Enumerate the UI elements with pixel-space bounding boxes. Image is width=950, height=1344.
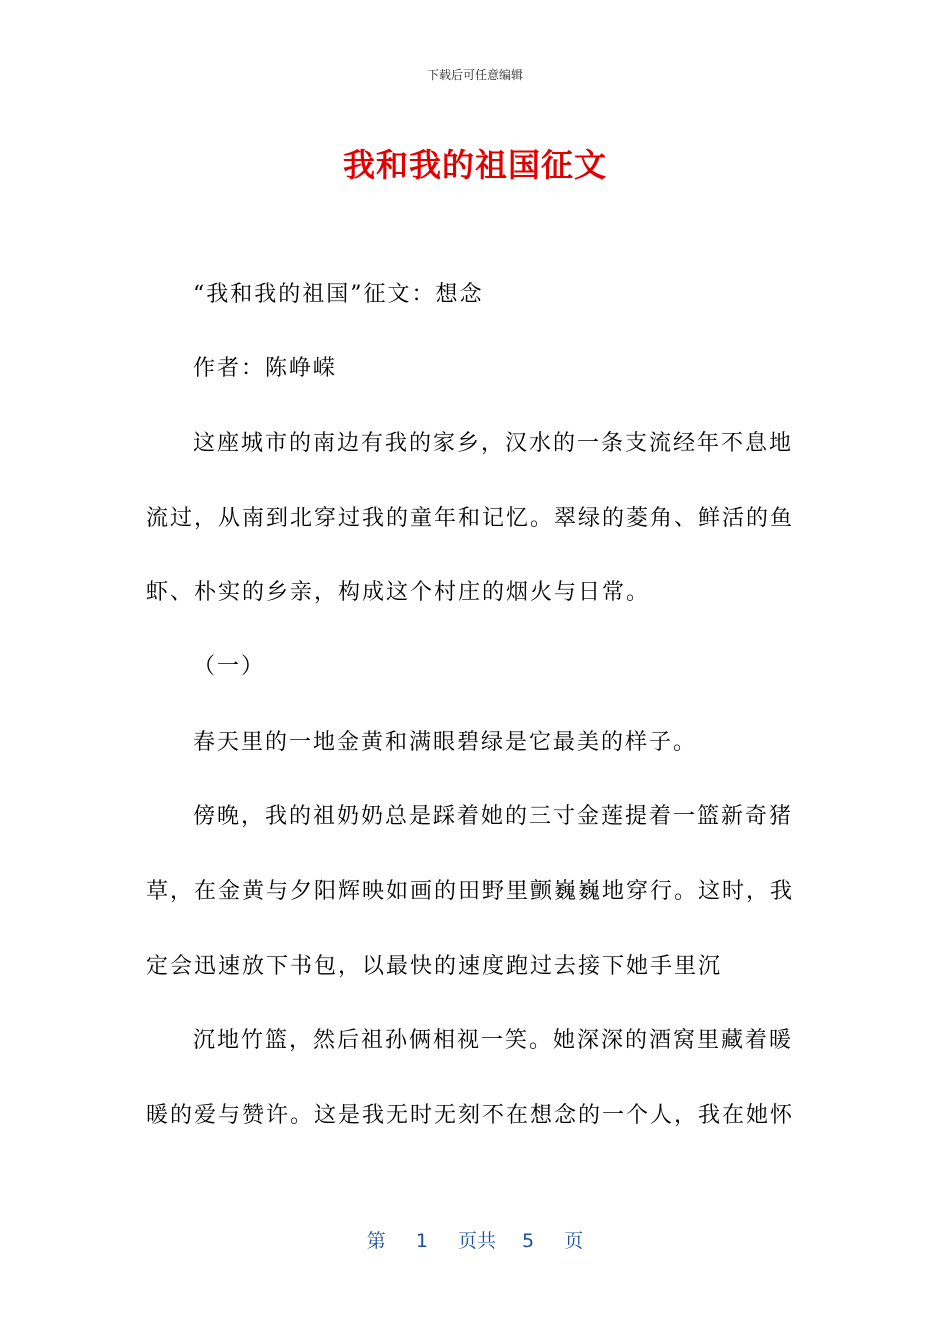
author-line: 作者：陈峥嵘 <box>193 356 338 381</box>
paragraph-line: 定会迅速放下书包，以最快的速度跑过去接下她手里沉 <box>146 954 723 979</box>
paragraph-line: 暖的爱与赞许。这是我无时无刻不在想念的一个人，我在她怀 <box>146 1103 795 1128</box>
total-page-count: 5 <box>522 1230 535 1252</box>
paragraph-line: 虾、朴实的乡亲，构成这个村庄的烟火与日常。 <box>146 580 651 605</box>
paragraph-line: 草，在金黄与夕阳辉映如画的田野里颤巍巍地穿行。这时，我 <box>146 879 795 904</box>
page-footer <box>0 1226 950 1253</box>
document-title: 我和我的祖国征文 <box>342 146 607 184</box>
paragraph-line: 傍晚，我的祖奶奶总是踩着她的三寸金莲提着一篮新奇猪 <box>193 804 794 829</box>
footer-middle: 页共 <box>457 1230 496 1252</box>
header-note: 下载后可任意编辑 <box>426 68 523 82</box>
section-heading: （一） <box>193 654 266 679</box>
paragraph-line: 这座城市的南边有我的家乡，汉水的一条支流经年不息地 <box>193 431 794 456</box>
paragraph-line: 流过，从南到北穿过我的童年和记忆。翠绿的菱角、鲜活的鱼 <box>146 506 795 531</box>
paragraph-line: 春天里的一地金黄和满眼碧绿是它最美的样子。 <box>193 730 698 755</box>
current-page-number: 1 <box>415 1230 428 1252</box>
footer-prefix: 第 <box>366 1230 386 1252</box>
article-subtitle: “我和我的祖国”征文：想念 <box>193 282 484 307</box>
footer-suffix: 页 <box>564 1230 584 1252</box>
paragraph-line: 沉地竹篮，然后祖孙俩相视一笑。她深深的酒窝里藏着暖 <box>193 1028 794 1053</box>
